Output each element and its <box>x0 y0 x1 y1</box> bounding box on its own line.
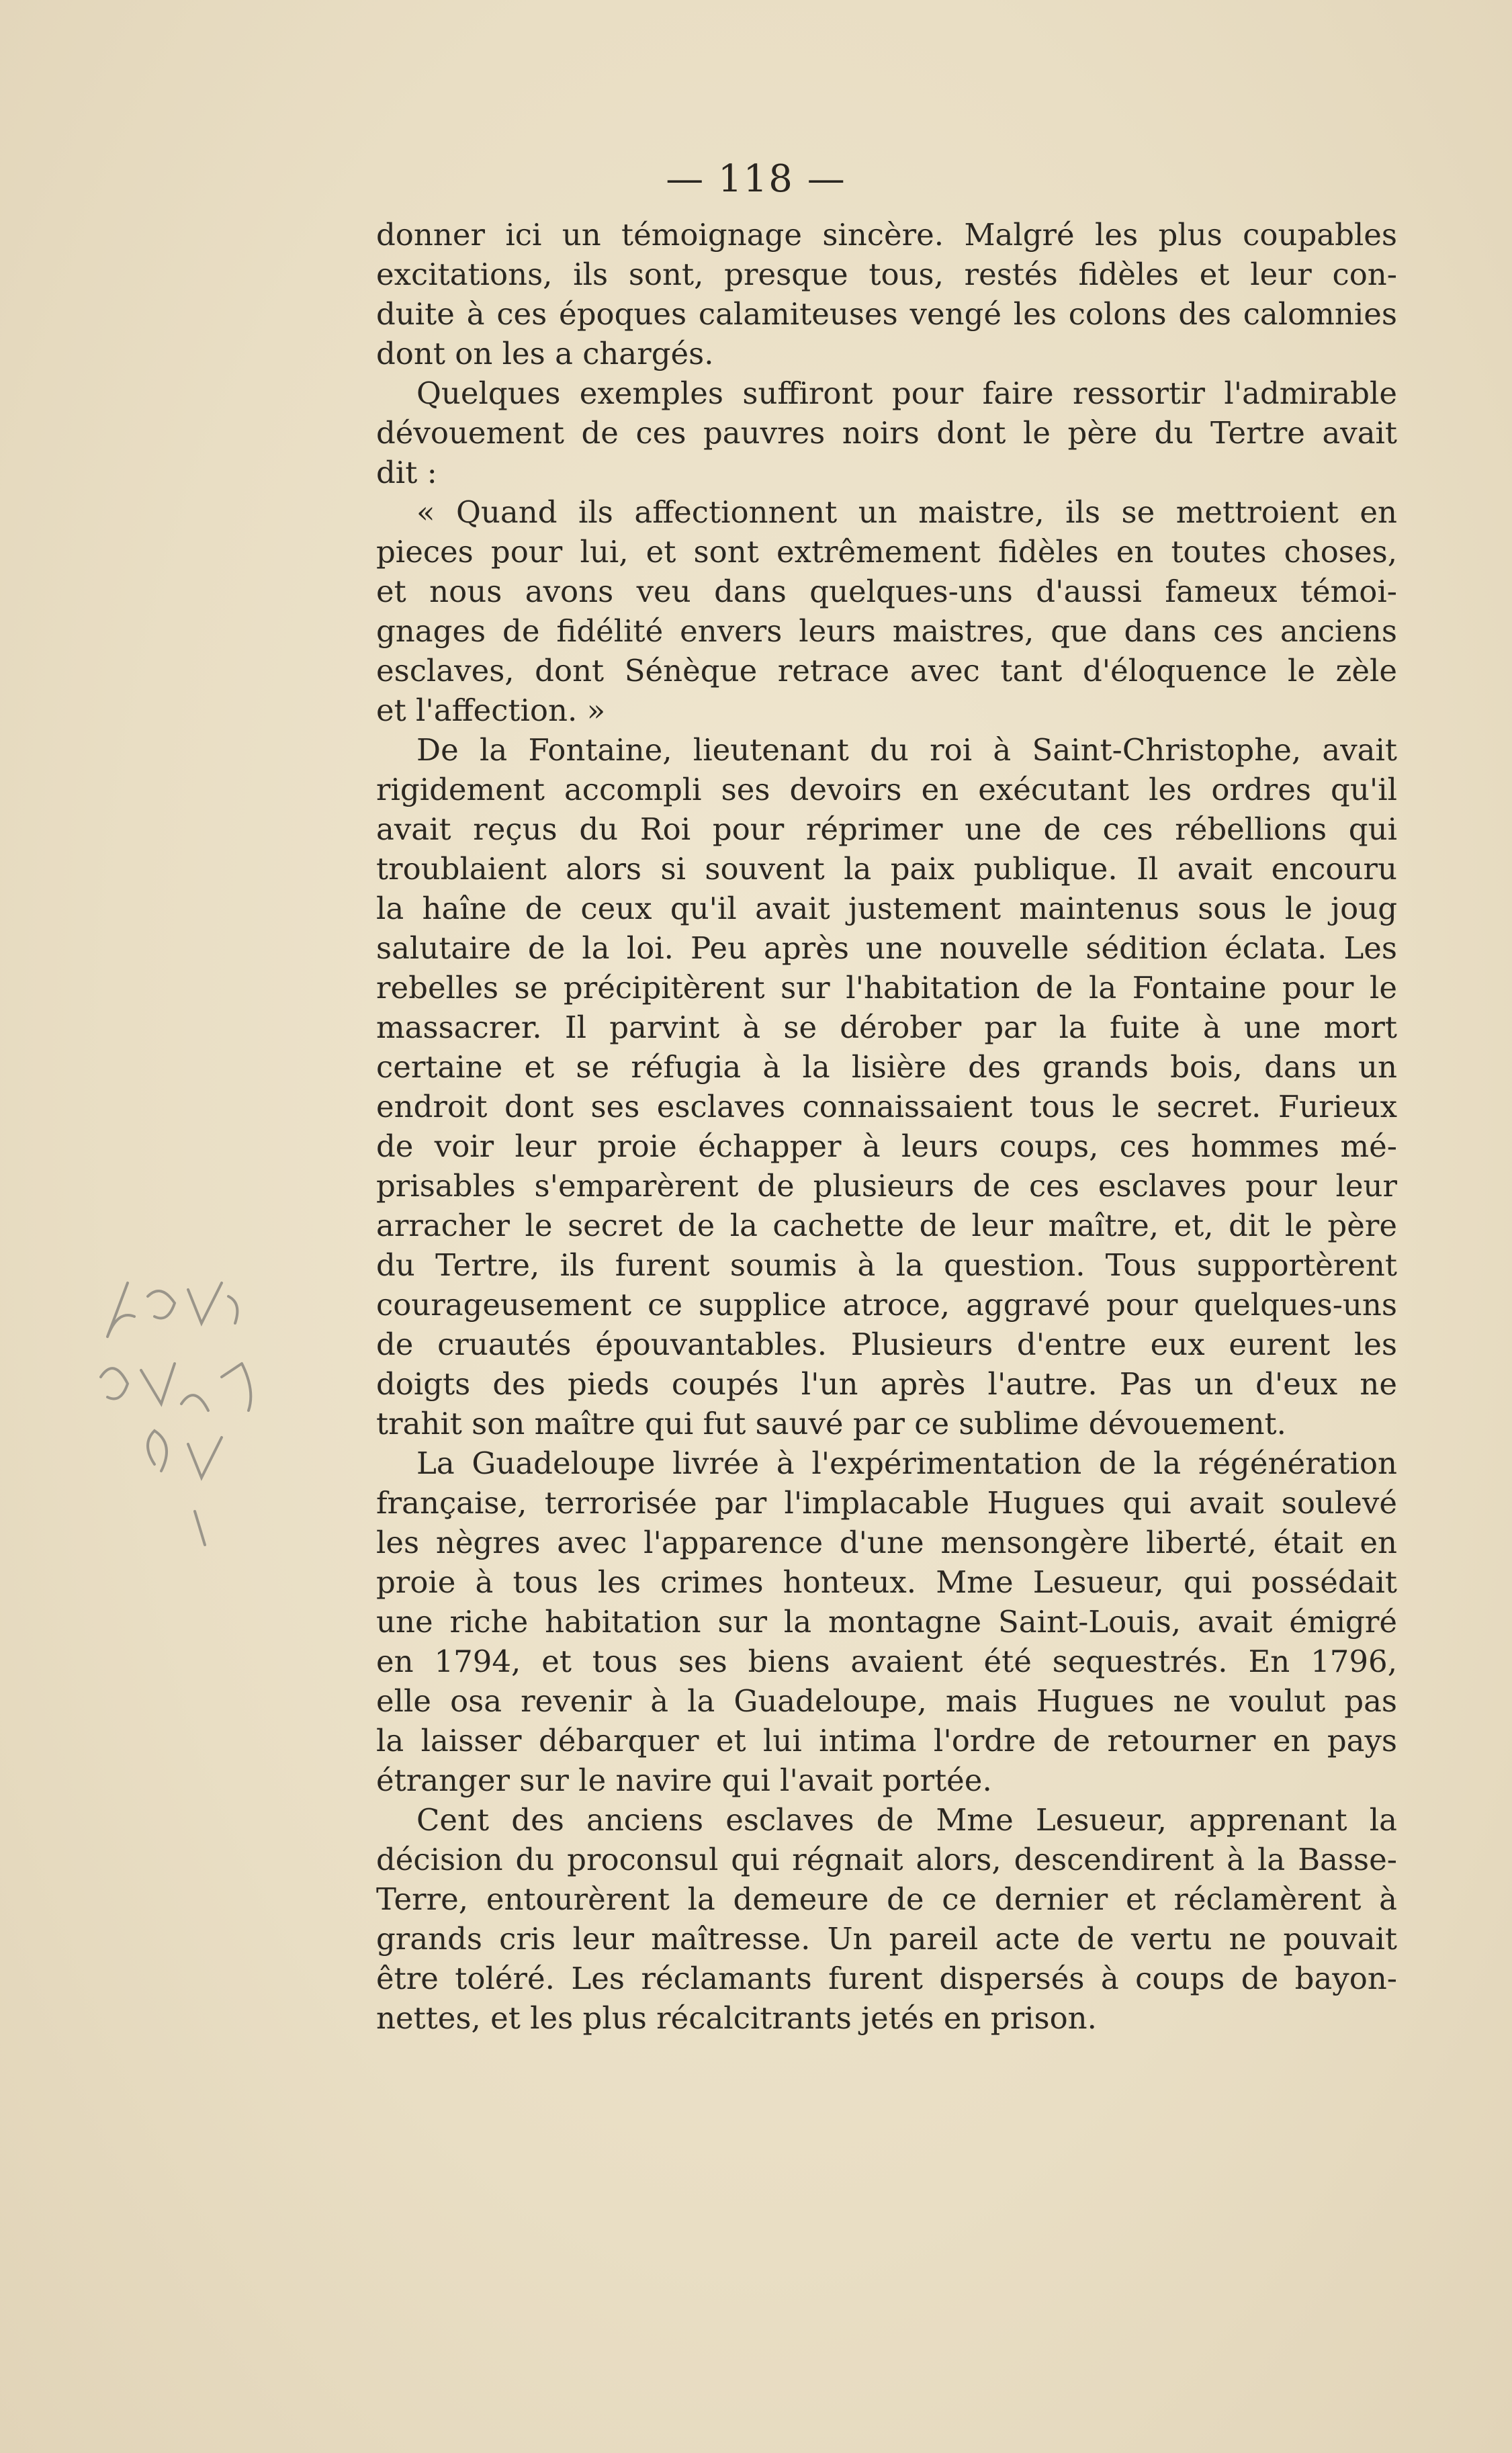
text-line: de cruautés épouvantables. Plusieurs d'entre eux eurent les <box>376 1327 1397 1362</box>
text-line: dévouement de ces pauvres noirs dont le père du Tertre avait <box>376 415 1397 451</box>
text-line: du Tertre, ils furent soumis à la question. Tous supportèrent <box>376 1247 1397 1283</box>
text-line: être toléré. Les réclamants furent dispersés à coups de bayon- <box>376 1961 1397 1996</box>
text-line: et l'affection. » <box>376 693 606 728</box>
text-line: les nègres avec l'apparence d'une mensongère liberté, était en <box>376 1525 1397 1560</box>
margin-handwriting-scribble <box>87 1243 302 1552</box>
text-line: proie à tous les crimes honteux. Mme Lesueur, qui possédait <box>376 1564 1397 1600</box>
text-line: endroit dont ses esclaves connaissaient tous le secret. Furieux <box>376 1089 1397 1124</box>
page-number: — 118 — <box>666 157 846 201</box>
text-line: pieces pour lui, et sont extrêmement fidèles en toutes choses, <box>376 534 1397 570</box>
text-line: la haîne de ceux qu'il avait justement maintenus sous le joug <box>376 891 1397 926</box>
text-line: décision du proconsul qui régnait alors, descendirent à la Basse- <box>376 1842 1397 1877</box>
text-line: Cent des anciens esclaves de Mme Lesueur, apprenant la <box>416 1802 1397 1838</box>
text-line: « Quand ils affectionnent un maistre, ils se mettroient en <box>416 494 1397 530</box>
text-line: excitations, ils sont, presque tous, restés fidèles et leur con- <box>376 257 1397 292</box>
text-line: Terre, entourèrent la demeure de ce dernier et réclamèrent à <box>376 1881 1397 1917</box>
text-line: rigidement accompli ses devoirs en exécutant les ordres qu'il <box>376 772 1397 807</box>
text-line: avait reçus du Roi pour réprimer une de ces rébellions qui <box>376 811 1397 847</box>
text-line: salutaire de la loi. Peu après une nouvelle sédition éclata. Les <box>376 930 1397 966</box>
text-line: arracher le secret de la cachette de leur maître, et, dit le père <box>376 1208 1397 1243</box>
text-line: une riche habitation sur la montagne Saint-Louis, avait émigré <box>376 1604 1397 1640</box>
text-line: De la Fontaine, lieutenant du roi à Saint-Christophe, avait <box>416 732 1397 768</box>
text-line: française, terrorisée par l'implacable Hugues qui avait soulevé <box>376 1485 1397 1521</box>
text-line: doigts des pieds coupés l'un après l'autre. Pas un d'eux ne <box>376 1366 1397 1402</box>
text-line: rebelles se précipitèrent sur l'habitation de la Fontaine pour le <box>376 970 1397 1006</box>
text-line: certaine et se réfugia à la lisière des grands bois, dans un <box>376 1049 1397 1085</box>
text-line: en 1794, et tous ses biens avaient été sequestrés. En 1796, <box>376 1644 1397 1679</box>
text-line: et nous avons veu dans quelques-uns d'aussi fameux témoi- <box>376 574 1397 609</box>
text-line: Quelques exemples suffiront pour faire ressortir l'admirable <box>416 375 1397 411</box>
text-line: la laisser débarquer et lui intima l'ordre de retourner en pays <box>376 1723 1397 1758</box>
text-line: massacrer. Il parvint à se dérober par la fuite à une mort <box>376 1010 1397 1045</box>
text-line: La Guadeloupe livrée à l'expérimentation de la régénération <box>416 1445 1397 1481</box>
handwriting-marks <box>87 1243 302 1552</box>
text-line: nettes, et les plus récalcitrants jetés en prison. <box>376 2000 1097 2036</box>
text-line: troublaient alors si souvent la paix publique. Il avait encouru <box>376 851 1397 887</box>
text-line: courageusement ce supplice atroce, aggravé pour quelques-uns <box>376 1287 1397 1323</box>
text-line: de voir leur proie échapper à leurs coups, ces hommes mé- <box>376 1128 1397 1164</box>
text-line: elle osa revenir à la Guadeloupe, mais Hugues ne voulut pas <box>376 1683 1397 1719</box>
text-line: étranger sur le navire qui l'avait portée. <box>376 1763 992 1798</box>
text-line: grands cris leur maîtresse. Un pareil acte de vertu ne pouvait <box>376 1921 1397 1957</box>
text-line: trahit son maître qui fut sauvé par ce sublime dévouement. <box>376 1406 1286 1441</box>
text-line: dont on les a chargés. <box>376 336 714 371</box>
text-line: esclaves, dont Sénèque retrace avec tant d'éloquence le zèle <box>376 653 1397 688</box>
text-line: prisables s'emparèrent de plusieurs de ces esclaves pour leur <box>376 1168 1397 1204</box>
body-text <box>376 215 1397 2038</box>
text-line: duite à ces époques calamiteuses vengé les colons des calomnies <box>376 296 1397 332</box>
text-line: dit : <box>376 455 437 490</box>
text-line: gnages de fidélité envers leurs maistres, que dans ces anciens <box>376 613 1397 649</box>
text-line: donner ici un témoignage sincère. Malgré les plus coupables <box>376 217 1397 253</box>
